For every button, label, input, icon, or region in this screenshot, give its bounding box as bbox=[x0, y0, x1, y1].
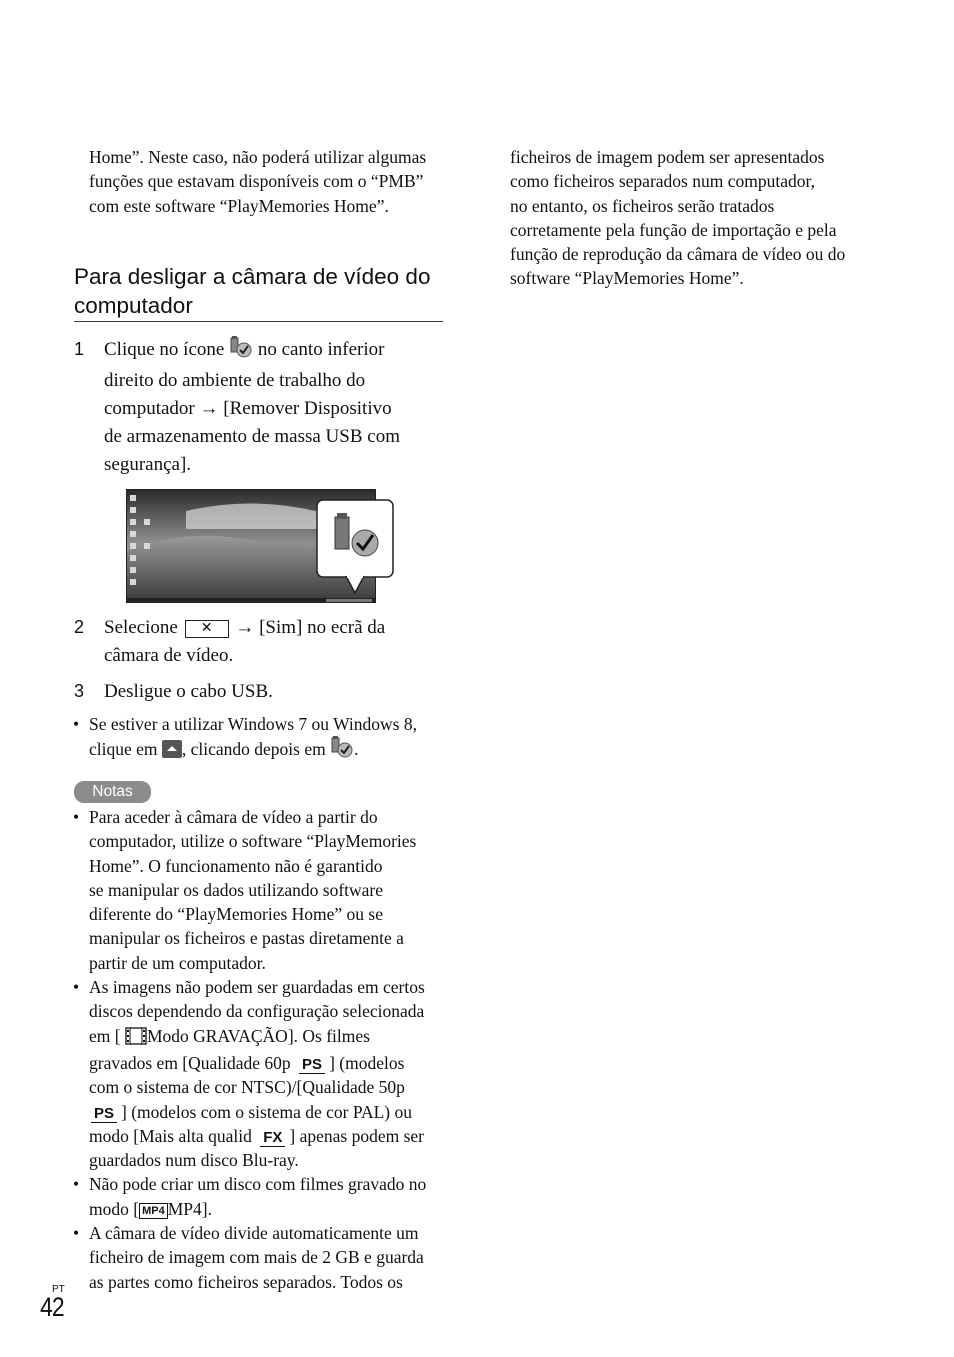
usb-safely-remove-icon bbox=[330, 736, 354, 764]
intro-text bbox=[89, 145, 449, 218]
desktop-illustration bbox=[126, 489, 396, 605]
bullet: • bbox=[73, 714, 80, 734]
film-strip-icon bbox=[125, 1027, 147, 1051]
notes-list bbox=[73, 805, 451, 1294]
list-item: • A câmara de vídeo divide automaticamente um ficheiro de imagem com mais de 2 GB e guarda as partes como ficheiros separados. Todos os bbox=[73, 1223, 424, 1292]
intro-line: funções que estavam disponíveis com o “PMB” bbox=[89, 171, 424, 192]
list-item: • Não pode criar um disco com filmes gravado no modo [ MP4 MP4]. bbox=[73, 1174, 427, 1219]
section-heading bbox=[74, 262, 454, 320]
step-number: 1 bbox=[74, 339, 85, 359]
page-number: 42 bbox=[40, 1292, 64, 1322]
fx-quality-mark: FX bbox=[260, 1130, 285, 1147]
arrow-right-icon: → bbox=[199, 398, 219, 419]
tray-arrow-up-icon bbox=[162, 740, 182, 764]
notes-badge: Notas bbox=[74, 781, 151, 803]
heading-rule bbox=[74, 321, 443, 322]
intro-line: Home”. Neste caso, não poderá utilizar algumas bbox=[89, 147, 427, 167]
list-item: • Para aceder à câmara de vídeo a partir do computador, utilize o software “PlayMemories Home”. O funcionamento não é garantido se manipular os dados utilizando software diferente do “PlayMemories Home” ou se manipular os ficheiros e pastas diretamente a partir de um computador. bbox=[73, 807, 417, 973]
step-number: 3 bbox=[74, 681, 85, 701]
ps-quality-mark: PS bbox=[299, 1057, 325, 1074]
heading-line: Para desligar a câmara de vídeo do bbox=[74, 264, 431, 289]
heading-line: computador bbox=[74, 293, 193, 318]
usb-safely-remove-icon bbox=[229, 336, 253, 367]
list-item: • As imagens não podem ser guardadas em certos discos dependendo da configuração selecionada em [ Modo GRAVAÇÃO]. Os filmes gravados em [Qualidade 60p PS ] (modelos com o sistema de cor NTSC)/[Qualidade 50p PS ] (modelos com o sistema de cor PAL) ou modo [Mais alta qualid FX ] apenas podem ser guardados num disco Blu-ray. bbox=[73, 977, 425, 1171]
step-3-text: Desligue o cabo USB. bbox=[104, 681, 273, 702]
step-number: 2 bbox=[74, 617, 85, 637]
step-2-text: Selecione ✕ → [Sim] no ecrã da câmara de vídeo. bbox=[104, 617, 386, 666]
windows-tip: • Se estiver a utilizar Windows 7 ou Windows 8, clique em , clicando depois em . bbox=[89, 712, 449, 765]
intro-line: com este software “PlayMemories Home”. bbox=[89, 195, 389, 216]
language-code: PT bbox=[52, 1284, 65, 1295]
right-column-text: ficheiros de imagem podem ser apresentados como ficheiros separados num computador, no entanto, os ficheiros serão tratados corretamente pela função de importação e pela função de reprodução da câmara de vídeo ou do software “PlayMemories Home”. bbox=[510, 147, 846, 289]
step-1-text: Clique no ícone no canto inferior direito do ambiente de trabalho do computador → [Remover Dispositivo de armazenamento de massa USB com segurança]. bbox=[104, 336, 449, 479]
mp4-mode-icon: MP4 bbox=[139, 1203, 168, 1219]
ps-quality-mark: PS bbox=[91, 1106, 117, 1123]
arrow-right-icon: → bbox=[235, 617, 255, 638]
close-button-icon: ✕ bbox=[185, 620, 229, 638]
